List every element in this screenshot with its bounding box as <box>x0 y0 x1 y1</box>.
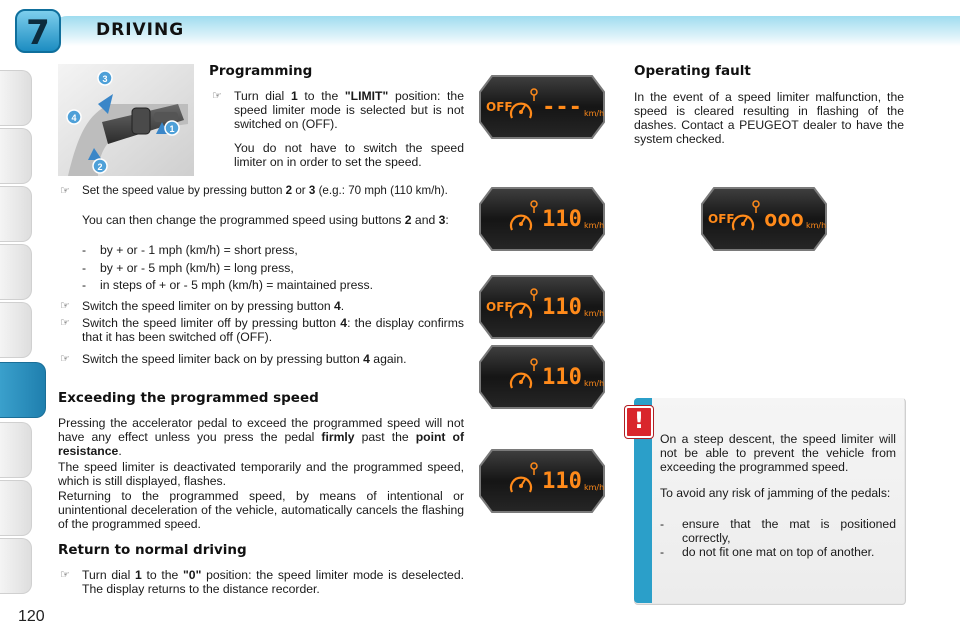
display-fault-dashes <box>478 74 606 140</box>
speed-limiter-stalk-illustration <box>58 64 194 176</box>
exceeding-paragraph-1: Pressing the accelerator pedal to exceed the programmed speed will not have any effect unless you press the pedal firmly past the point of resistance. <box>58 416 465 458</box>
programming-bullet-4 <box>60 316 464 344</box>
pointing-hand-icon: ☞ <box>60 317 70 329</box>
speed-value: ooo <box>764 207 804 232</box>
pointing-hand-icon: ☞ <box>60 569 70 581</box>
bullet-text: Turn dial 1 to the "LIMIT" position: the speed limiter mode is selected but is not switched on (OFF). <box>234 89 464 131</box>
speed-value: 110 <box>542 365 582 390</box>
display-fault-flashing <box>700 186 828 252</box>
callout-2: 2 <box>97 162 103 172</box>
bullet-text: Switch the speed limiter off by pressing button 4: the display confirms that it has been switched off (OFF). <box>82 316 464 344</box>
operating-fault-paragraph: In the event of a speed limiter malfunction, the speed is cleared resulting in flashing of the dashes. Contact a PEUGEOT dealer to have the system checked. <box>634 90 904 146</box>
list-item: - in steps of + or - 5 mph (km/h) = maintained press. <box>82 278 373 292</box>
chapter-tab-9[interactable] <box>0 538 32 594</box>
display-off-speed <box>478 274 606 340</box>
programming-note: You do not have to switch the speed limiter on in order to set the speed. <box>234 141 464 169</box>
page-title: DRIVING <box>96 20 185 40</box>
callout-4: 4 <box>71 113 77 123</box>
return-bullet <box>60 568 464 596</box>
programming-bullet-3 <box>60 299 464 313</box>
callout-1: 1 <box>169 124 175 134</box>
exceeding-paragraph-3: Returning to the programmed speed, by means of intentional or unintentional deceleration of the vehicle, automatically cancels the flashing of the programmed speed. <box>58 489 464 531</box>
speed-unit: km/h <box>806 221 827 230</box>
chapter-tab-3[interactable] <box>0 186 32 242</box>
chapter-tab-5[interactable] <box>0 302 32 358</box>
chapter-badge <box>14 8 62 54</box>
chapter-tab-7[interactable] <box>0 422 32 478</box>
chapter-tab-1[interactable] <box>0 70 32 126</box>
speed-unit: km/h <box>584 109 605 118</box>
list-item: - ensure that the mat is positioned correctly, <box>660 517 896 545</box>
speed-value: 110 <box>542 295 582 320</box>
speed-value: 110 <box>542 207 582 232</box>
off-label: OFF <box>708 212 735 226</box>
list-item: - do not fit one mat on top of another. <box>660 545 875 559</box>
bullet-text: Turn dial 1 to the "0" position: the speed limiter mode is deselected. The display returns to the distance recorder. <box>82 568 464 596</box>
pointing-hand-icon: ☞ <box>60 185 70 197</box>
chapter-tab-4[interactable] <box>0 244 32 300</box>
warning-paragraph-1: On a steep descent, the speed limiter will not be able to prevent the vehicle from exceeding the programmed speed. <box>660 432 896 474</box>
exceeding-heading: Exceeding the programmed speed <box>58 390 319 406</box>
display-flashing-speed <box>478 448 606 514</box>
page-number: 120 <box>18 608 45 625</box>
bullet-text: Switch the speed limiter on by pressing button 4. <box>82 299 345 313</box>
speed-value: 110 <box>542 469 582 494</box>
speed-value: --- <box>542 95 582 120</box>
bullet-text: Switch the speed limiter back on by pressing button 4 again. <box>82 352 407 366</box>
callout-3: 3 <box>102 74 108 84</box>
pointing-hand-icon: ☞ <box>60 353 70 365</box>
display-on-speed <box>478 344 606 410</box>
bullet-text: Set the speed value by pressing button 2 or 3 (e.g.: 70 mph (110 km/h). <box>82 184 448 197</box>
exceeding-paragraph-2: The speed limiter is deactivated temporarily and the programmed speed, which is still displayed, flashes. <box>58 460 464 488</box>
programming-bullet-5 <box>60 352 464 380</box>
header-bar <box>52 16 960 46</box>
warning-paragraph-2: To avoid any risk of jamming of the pedals: <box>660 486 891 500</box>
off-label: OFF <box>486 100 513 114</box>
chapter-tab-driving[interactable] <box>0 362 46 418</box>
list-item: - by + or - 5 mph (km/h) = long press, <box>82 261 294 275</box>
chapter-tab-2[interactable] <box>0 128 32 184</box>
chapter-number: 7 <box>26 13 50 53</box>
programming-bullet-1 <box>212 89 464 131</box>
return-heading: Return to normal driving <box>58 542 247 558</box>
off-label: OFF <box>486 300 513 314</box>
programming-bullet-2 <box>60 184 464 212</box>
programming-heading: Programming <box>209 63 313 79</box>
warning-exclamation-icon: ! <box>625 406 653 438</box>
speed-unit: km/h <box>584 483 605 492</box>
list-item: - by + or - 1 mph (km/h) = short press, <box>82 243 298 257</box>
speed-unit: km/h <box>584 309 605 318</box>
pointing-hand-icon: ☞ <box>212 90 222 102</box>
speed-unit: km/h <box>584 221 605 230</box>
operating-fault-heading: Operating fault <box>634 63 751 79</box>
display-set-speed <box>478 186 606 252</box>
pointing-hand-icon: ☞ <box>60 300 70 312</box>
chapter-tab-8[interactable] <box>0 480 32 536</box>
programming-change-text: You can then change the programmed speed using buttons 2 and 3: <box>82 213 449 227</box>
speed-unit: km/h <box>584 379 605 388</box>
